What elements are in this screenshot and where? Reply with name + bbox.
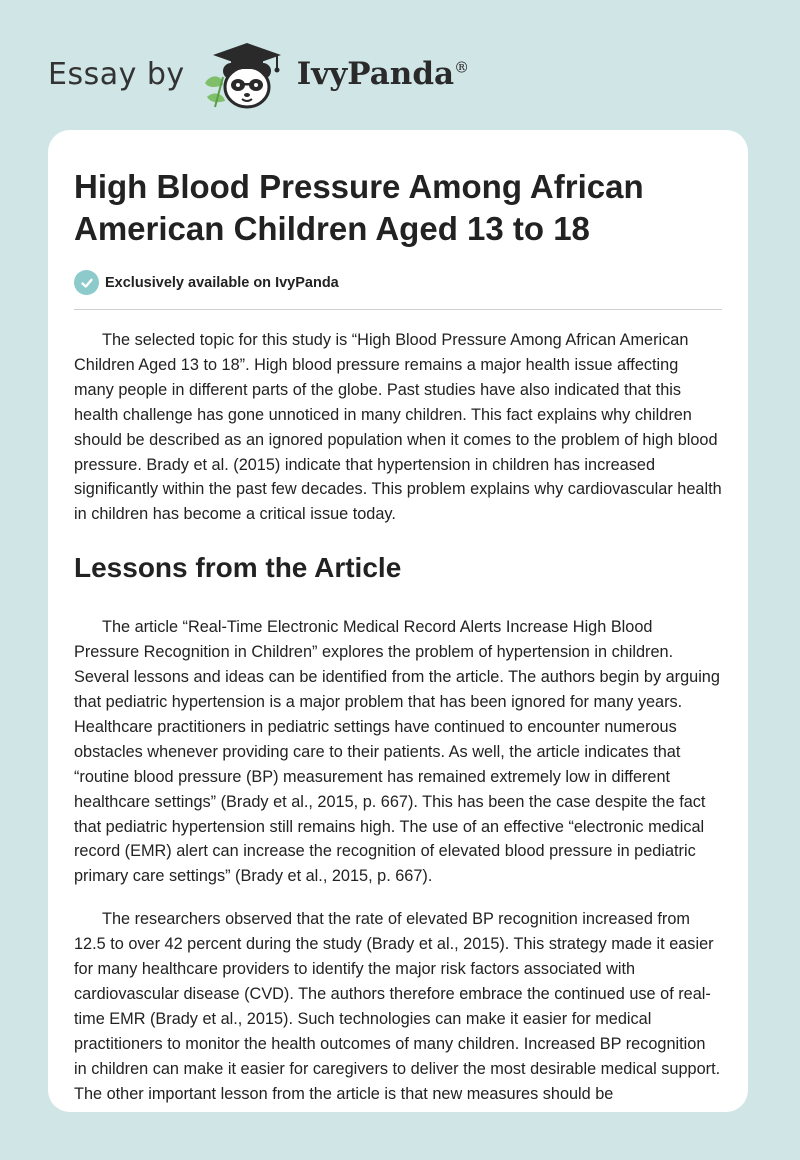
panda-logo-icon [201,37,291,111]
section-heading: Lessons from the Article [74,552,402,584]
body-paragraph: The researchers observed that the rate of elevated BP recognition increased from 12.5 to over 42 percent during the study (Brady et al., 2015). This strategy made it easier for many healthcare providers to identify the major risk factors associated with cardiovascular disease (CVD). The authors therefore embrace the continued use of real-time EMR (Brady et al., 2015). Such technologies can make it easier for medical practitioners to monitor the health outcomes of many children. Increased BP recognition in children can make it easier for caregivers to deliver the most desirable medical support. The other important lesson from the article is that new measures should be [74,910,721,1103]
body-paragraph: The article “Real-Time Electronic Medical Record Alerts Increase High Blood Pressure Recognition in Children” explores the problem of hypertension in children. Several lessons and ideas can be identified from the article. The authors begin by arguing that pediatric hypertension is a major problem that has been ignored for many years. Healthcare practitioners in pediatric settings have continued to encounter numerous obstacles whenever providing care to their patients. As well, the article indicates that “routine blood pressure (BP) measurement has remained extremely low in different healthcare settings” (Brady et al., 2015, p. 667). This has been the case despite the fact that pediatric hypertension still remains high. The use of an effective “electronic medical record (EMR) alert can increase the recognition of elevated blood pressure in pediatric primary care settings” (Brady et al., 2015, p. 667). [74,618,720,886]
brand-name-text: IvyPanda [296,56,455,92]
essay-title: High Blood Pressure Among African American Children Aged 13 to 18 [74,168,644,247]
brand-header [48,34,469,114]
intro-paragraph: The selected topic for this study is “High Blood Pressure Among African American Children Aged 13 to 18”. High blood pressure remains a major health issue affecting many people in different parts of the globe. Past studies have also indicated that this health challenge has gone unnoticed in many children. This fact explains why children should be described as an ignored population when it comes to the problem of high blood pressure. Brady et al. (2015) indicate that hypertension in children has increased significantly within the past few decades. This problem explains why cardiovascular health in children has become a critical issue today. [74,331,722,524]
exclusive-badge [74,270,722,310]
essay-card [48,130,748,1112]
brand-prefix: Essay by [48,56,185,92]
checkmark-icon [74,270,99,295]
brand-registered-mark: ® [454,58,470,77]
brand-name [297,56,469,92]
exclusive-badge-text: Exclusively available on IvyPanda [105,274,339,291]
